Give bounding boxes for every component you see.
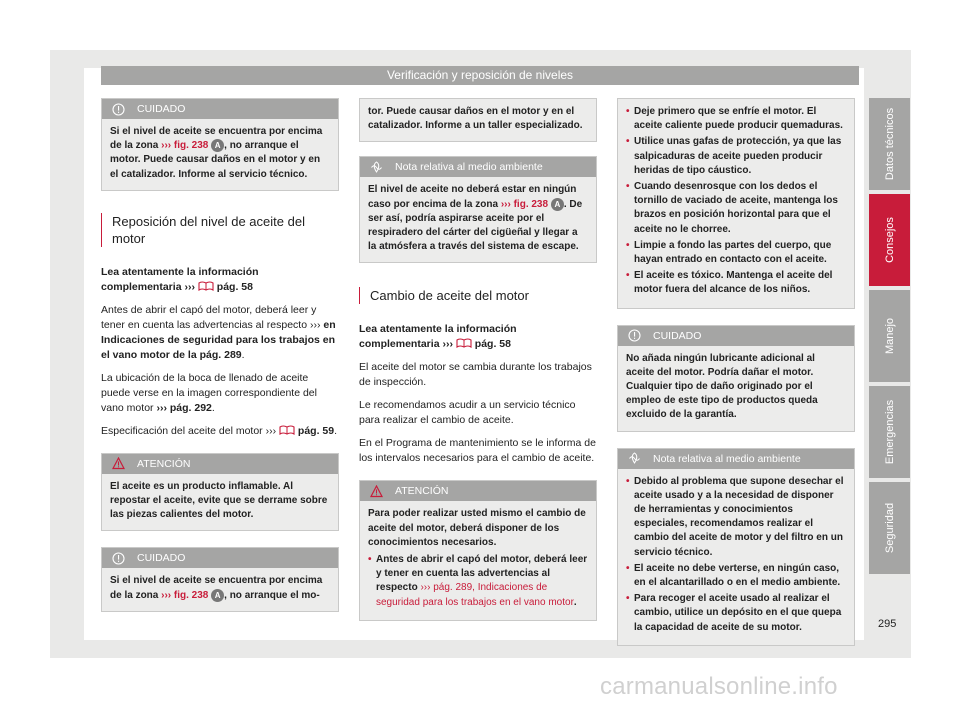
paragraph: En el Programa de mantenimiento se le informa de los intervalos necesarios para el cambio de aceite. [359,437,596,465]
caution-label: CUIDADO [137,552,186,565]
environment-note-box [617,448,855,646]
info-circle-icon [628,329,641,342]
tab-datos-tecnicos[interactable] [869,98,910,190]
chapter-tabs [869,98,910,578]
tab-consejos[interactable] [869,194,910,286]
caution-header [102,548,338,568]
warning-continued-list [618,99,854,308]
caution-label: CUIDADO [653,329,702,342]
caution-text-part: Si el nivel de aceite se encuentra por encima de la zona [110,126,323,152]
tab-label: Emergencias [883,399,896,465]
fig-link[interactable]: ››› fig. 238 [500,198,549,210]
tab-manejo[interactable] [869,290,910,382]
environment-note-label: Nota relativa al medio ambiente [653,452,801,465]
env-text-part: El nivel de aceite no deberá estar en ningún caso por encima de la zona [368,184,577,210]
safety-link[interactable]: en Indicaciones de seguridad para los trabajos en el vano motor de la pág. 289 [101,318,336,361]
warning-triangle-icon [370,485,383,498]
tab-label: Manejo [883,317,896,355]
paragraph-text: Antes de abrir el capó del motor, deberá leer y tener en cuenta las advertencias al respecto ››› [101,303,324,331]
tab-seguridad[interactable] [869,482,910,574]
leaf-environment-icon [370,161,383,174]
section-title: Cambio de aceite del motor [359,287,597,304]
warning-paragraph: Para poder realizar usted mismo el cambio de aceite del motor, deberá disponer de los conocimientos necesarios. [368,508,586,548]
paragraph-text: Lea atentamente la información complementaria ››› [101,265,259,293]
caution-header [618,326,854,346]
paragraph-text: . [334,424,338,437]
env-text-part: . De ser así, podría aspirarse aceite por el respiradero del cárter del cigüeñal y llegar a la atmósfera a través del sistema de escape. [368,198,583,253]
environment-note-header [618,449,854,469]
warning-box [359,480,597,620]
environment-note-text [360,177,596,262]
paragraph-text: . [241,348,245,361]
warning-text: El aceite es un producto inflamable. Al repostar el aceite, evite que se derrame sobre las piezas calientes del motor. [102,474,338,531]
book-reference-icon [456,338,472,348]
safety-link[interactable]: ››› pág. 289, Indicaciones de seguridad para los trabajos en el vano motor [376,582,574,608]
fig-link[interactable]: ››› fig. 238 [161,140,209,152]
paragraph-text: Lea atentamente la información complementaria ››› [359,323,517,351]
tab-emergencias[interactable] [869,386,910,478]
warning-bullet-text: Antes de abrir el capó del motor, deberá leer y tener en cuenta las advertencias al respecto [376,554,588,594]
warning-bullet [368,553,588,610]
fig-link[interactable]: ››› fig. 238 [161,589,209,601]
warning-continued-box [617,98,855,309]
paragraph [101,265,339,295]
paragraph-text: . [211,401,215,414]
callout-a-badge: A [551,198,564,211]
column-3 [617,98,855,660]
tab-label: Seguridad [883,502,896,554]
leaf-environment-icon [628,452,641,465]
caution-box [101,547,339,611]
callout-a-badge: A [211,139,224,152]
tab-label: Datos técnicos [883,107,896,181]
environment-note-box [359,156,597,263]
list-item: • Limpie a fondo las partes del cuerpo, que hayan entrado en contacto con el aceite. [626,239,846,267]
caution-text [102,119,338,190]
paragraph: El aceite del motor se cambia durante los trabajos de inspección. [359,361,592,389]
list-item: • El aceite es tóxico. Mantenga el aceite del motor fuera del alcance de los niños. [626,269,846,297]
info-circle-icon [112,103,125,116]
tab-label: Consejos [883,217,896,263]
paragraph [101,371,339,416]
section-title: Reposición del nivel de aceite del motor [101,213,339,247]
book-reference-icon [279,425,295,435]
caution-box [101,98,339,191]
column-2 [359,98,597,635]
caution-text [102,568,338,610]
warning-text [360,501,596,619]
caution-label: CUIDADO [137,103,186,115]
paragraph [101,424,339,439]
caution-continued-box [359,98,597,142]
page-header-title: Verificación y reposición de niveles [101,66,859,85]
warning-label: ATENCIÓN [137,457,191,470]
warning-header [102,454,338,474]
list-item: • Deje primero que se enfríe el motor. El aceite caliente puede producir quemaduras. [626,105,846,133]
list-item: • Debido al problema que supone desechar el aceite usado y a la necesidad de disponer de herramientas y conocimientos especiales, recomendamos realizar el cambio del aceite de motor y del filtro en un servicio técnico. [626,475,846,560]
caution-text-part: , no arranque el motor. Puede causar daños en el motor y en el catalizador. Informe al servicio técnico. [110,140,321,180]
callout-a-badge: A [211,589,224,602]
list-item: • Utilice unas gafas de protección, ya que las salpicaduras de aceite pueden producir heridas de tipo cáustico. [626,135,846,178]
page-link[interactable]: pág. 59 [295,424,335,437]
warning-box [101,453,339,532]
book-reference-icon [198,281,214,291]
paragraph-text: Especificación del aceite del motor ››› [101,424,277,437]
paragraph [359,322,597,352]
page-link[interactable]: pág. 58 [213,280,253,293]
environment-note-list [618,469,854,645]
page-link[interactable]: pág. 58 [471,338,511,351]
paragraph-text: La ubicación de la boca de llenado de aceite puede verse en la imagen correspondiente del vano motor [101,371,317,414]
paragraph [101,303,339,363]
caution-continued-text: tor. Puede causar daños en el motor y en el catalizador. Informe a un taller especializado. [360,99,596,141]
list-item: • Cuando desenrosque con los dedos el tornillo de vaciado de aceite, mantenga los brazos en posición horizontal para que el aceite no le chorree. [626,180,846,237]
caution-text-part: Si el nivel de aceite se encuentra por encima de la zona [110,575,323,601]
warning-triangle-icon [112,457,125,470]
caution-text: No añada ningún lubricante adicional al aceite del motor. Podría dañar el motor. Cualquier tipo de daño originado por el empleo de este tipo de productos queda excluido de la garantía. [618,346,854,431]
info-circle-icon [112,552,125,565]
page-number: 295 [878,618,897,630]
environment-note-label: Nota relativa al medio ambiente [395,161,543,174]
warning-label: ATENCIÓN [395,485,449,498]
caution-text-part: , no arranque el mo- [224,589,320,601]
list-item: • Para recoger el aceite usado al realizar el cambio, utilice un depósito en el que quepa la capacidad de aceite de su motor. [626,592,846,635]
environment-note-header [360,157,596,177]
caution-header [102,99,338,119]
warning-header [360,481,596,501]
list-item: • El aceite no debe verterse, en ningún caso, en el alcantarillado o en el medio ambiente. [626,562,846,590]
column-1 [101,98,339,626]
watermark: carmanualsonline.info [600,673,838,700]
caution-box [617,325,855,432]
paragraph: Le recomendamos acudir a un servicio técnico para realizar el cambio de aceite. [359,399,576,427]
page-link[interactable]: ››› pág. 292 [156,401,212,414]
warning-bullet-text: . [573,596,577,608]
